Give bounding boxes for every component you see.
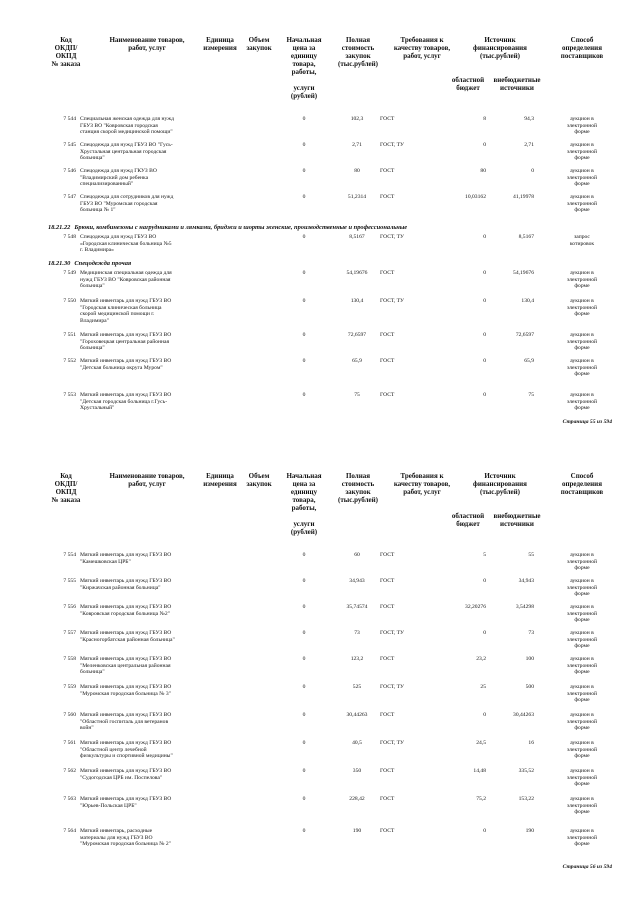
order-number: 7 544 (63, 116, 76, 122)
procurement-method: аукцион в электронной форме (566, 358, 598, 378)
extrabudget-sources: 2,71 (524, 142, 534, 148)
start-price: 0 (302, 796, 306, 802)
extrabudget-sources: 500 (525, 684, 534, 690)
item-name: Мягкий инвентарь для нужд ГБУЗ ВО "Гороховецкая центральная районная больница" (80, 332, 172, 352)
regional-budget: 8 (483, 116, 486, 122)
quality-requirement: ГОСТ (380, 712, 395, 718)
start-price: 0 (302, 740, 306, 746)
total-cost: 80 (354, 168, 360, 174)
start-price: 0 (302, 656, 306, 662)
quality-requirement: ГОСТ (380, 796, 395, 802)
item-name: Мягкий инвентарь для нужд ГБУЗ ВО "Городская клиническая больница скорой медицинской помощи г. Владимира" (80, 298, 172, 324)
section-code: 18.21.22 (48, 224, 71, 231)
start-price: 0 (302, 552, 306, 558)
procurement-method: аукцион в электронной форме (566, 142, 598, 162)
procurement-method: аукцион в электронной форме (566, 168, 598, 188)
page-footer: Страница 55 из 594 (562, 419, 612, 425)
extrabudget-sources: 100 (525, 656, 534, 662)
procurement-method: аукцион в электронной форме (566, 740, 598, 760)
start-price: 0 (302, 194, 306, 200)
extrabudget-sources: 34,943 (518, 578, 534, 584)
extrabudget-sources: 153,22 (518, 796, 534, 802)
regional-budget: 0 (483, 828, 486, 834)
total-cost: 65,9 (352, 358, 362, 364)
header-total-cost: Полная стоимость закупок (тыс.рублей) (337, 472, 379, 504)
total-cost: 72,6597 (347, 332, 367, 338)
regional-budget: 0 (483, 630, 486, 636)
total-cost: 40,5 (352, 740, 362, 746)
regional-budget: 0 (483, 332, 486, 338)
procurement-method: аукцион в электронной форме (566, 392, 598, 412)
header-start-price: Начальная цена за единицу товара, работы, услуги (рублей) (286, 36, 322, 100)
quality-requirement: ГОСТ (380, 828, 395, 834)
section-heading (48, 224, 407, 231)
order-number: 7 563 (63, 796, 76, 802)
regional-budget: 80 (480, 168, 486, 174)
start-price: 0 (302, 168, 306, 174)
quality-requirement: ГОСТ, ТУ (380, 298, 404, 304)
item-name: Спецодежда для нужд ГКУЗ ВО "Владимирский дом ребенка специализированный" (80, 168, 157, 188)
procurement-method: аукцион в электронной форме (566, 828, 598, 848)
start-price: 0 (302, 578, 306, 584)
extrabudget-sources: 55 (528, 552, 534, 558)
procurement-method: аукцион в электронной форме (566, 604, 598, 624)
extrabudget-sources: 3,54298 (515, 604, 534, 610)
total-cost: 30,44263 (346, 712, 368, 718)
procurement-method: аукцион в электронной форме (566, 796, 598, 816)
total-cost: 102,3 (350, 116, 364, 122)
quality-requirement: ГОСТ, ТУ (380, 142, 404, 148)
quality-requirement: ГОСТ, ТУ (380, 740, 404, 746)
regional-budget: 75,2 (476, 796, 486, 802)
total-cost: 54,19676 (346, 270, 368, 276)
order-number: 7 551 (63, 332, 76, 338)
header-total-cost: Полная стоимость закупок (тыс.рублей) (337, 36, 379, 68)
start-price: 0 (302, 116, 306, 122)
extrabudget-sources: 8,5167 (518, 234, 534, 240)
quality-requirement: ГОСТ (380, 392, 395, 398)
header-quality: Требования к качеству товаров, работ, услуг (393, 36, 451, 60)
extrabudget-sources: 335,52 (518, 768, 534, 774)
start-price: 0 (302, 392, 306, 398)
total-cost: 35,74574 (346, 604, 368, 610)
quality-requirement: ГОСТ, ТУ (380, 630, 404, 636)
header-volume: Объем закупок (246, 472, 272, 488)
header-extrabudget: внебюджетные источники (493, 76, 541, 92)
header-source: Источник финансирования (тыс.рублей) (473, 36, 527, 60)
total-cost: 8,5167 (349, 234, 365, 240)
procurement-method: аукцион в электронной форме (566, 270, 598, 290)
regional-budget: 25 (480, 684, 486, 690)
item-name: Спецодежда для сотрудников для нужд ГБУЗ ВО "Муромская городская больница № 1" (80, 194, 174, 214)
regional-budget: 5 (483, 552, 486, 558)
order-number: 7 560 (63, 712, 76, 718)
procurement-method: аукцион в электронной форме (566, 552, 598, 572)
total-cost: 34,943 (349, 578, 365, 584)
start-price: 0 (302, 604, 306, 610)
section-heading (48, 260, 131, 267)
item-name: Мягкий инвентарь, расходные материалы для нужд ГБУЗ ВО "Муромская городская больница № 2" (80, 828, 171, 848)
regional-budget: 0 (483, 142, 486, 148)
section-title: Спецодежда прочая (74, 260, 132, 267)
item-name: Спецодежда для нужд ГБУЗ ВО «Городская клиническая больница №5 г. Владимира» (80, 234, 172, 254)
header-unit: Единица измерения (203, 36, 237, 52)
item-name: Мягкий инвентарь для нужд ГБУЗ ВО "Областной госпиталь для ветеранов войн" (80, 712, 172, 732)
document-page-55 (0, 36, 640, 436)
start-price: 0 (302, 358, 306, 364)
extrabudget-sources: 73 (528, 630, 534, 636)
item-name: Мягкий инвентарь для нужд ГБУЗ ВО "Красногорбатская районная больница" (80, 630, 175, 643)
total-cost: 130,4 (350, 298, 364, 304)
quality-requirement: ГОСТ (380, 270, 395, 276)
procurement-method: аукцион в электронной форме (566, 684, 598, 704)
extrabudget-sources: 65,9 (524, 358, 534, 364)
total-cost: 123,2 (350, 656, 364, 662)
total-cost: 51,2314 (347, 194, 367, 200)
regional-budget: 24,5 (476, 740, 486, 746)
quality-requirement: ГОСТ (380, 332, 395, 338)
header-extrabudget: внебюджетные источники (493, 512, 541, 528)
header-method: Способ определения поставщиков (560, 472, 604, 496)
total-cost: 73 (354, 630, 360, 636)
procurement-method: аукцион в электронной форме (566, 656, 598, 676)
total-cost: 190 (352, 828, 362, 834)
order-number: 7 553 (63, 392, 76, 398)
item-name: Мягкий инвентарь для нужд ГБУЗ ВО "Детская больница округа Муром" (80, 358, 172, 371)
header-method: Способ определения поставщиков (560, 36, 604, 60)
item-name: Мягкий инвентарь для нужд ГБУЗ ВО "Детская городская больница г.Гусь- Хрустальный" (80, 392, 172, 412)
total-cost: 2,71 (352, 142, 362, 148)
extrabudget-sources: 190 (525, 828, 534, 834)
header-regional: областной бюджет (451, 512, 485, 528)
total-cost: 525 (352, 684, 362, 690)
item-name: Мягкий инвентарь для нужд ГБУЗ ВО "Киржачская районная больница" (80, 578, 172, 591)
quality-requirement: ГОСТ (380, 768, 395, 774)
regional-budget: 0 (483, 392, 486, 398)
quality-requirement: ГОСТ (380, 604, 395, 610)
quality-requirement: ГОСТ (380, 116, 395, 122)
order-number: 7 549 (63, 270, 76, 276)
order-number: 7 545 (63, 142, 76, 148)
item-name: Мягкий инвентарь для нужд ГБУЗ ВО "Муромская городская больница № 3" (80, 684, 172, 697)
start-price: 0 (302, 270, 306, 276)
start-price: 0 (302, 630, 306, 636)
item-name: Мягкий инвентарь для нужд ГБУЗ ВО "Юрьев-Польская ЦРБ" (80, 796, 172, 809)
regional-budget: 10,03162 (465, 194, 486, 200)
procurement-method: аукцион в электронной форме (566, 630, 598, 650)
extrabudget-sources: 72,6597 (515, 332, 534, 338)
order-number: 7 554 (63, 552, 76, 558)
extrabudget-sources: 75 (528, 392, 534, 398)
quality-requirement: ГОСТ (380, 552, 395, 558)
quality-requirement: ГОСТ (380, 168, 395, 174)
quality-requirement: ГОСТ (380, 578, 395, 584)
total-cost: 75 (354, 392, 360, 398)
start-price: 0 (302, 684, 306, 690)
extrabudget-sources: 130,4 (521, 298, 534, 304)
quality-requirement: ГОСТ, ТУ (380, 234, 404, 240)
start-price: 0 (302, 828, 306, 834)
header-unit: Единица измерения (203, 472, 237, 488)
section-title: Брюки, комбинезоны с нагрудниками и лямками, бриджи и шорты женские, производственные и профессиональные (74, 224, 408, 231)
start-price: 0 (302, 298, 306, 304)
header-code: Код ОКДП/ ОКПД № заказа (51, 472, 81, 504)
header-name: Наименование товаров, работ, услуг (109, 36, 185, 52)
regional-budget: 32,20276 (465, 604, 486, 610)
procurement-method: аукцион в электронной форме (566, 578, 598, 598)
quality-requirement: ГОСТ, ТУ (380, 684, 404, 690)
order-number: 7 561 (63, 740, 76, 746)
order-number: 7 556 (63, 604, 76, 610)
item-name: Специальная женская одежда для нужд ГБУЗ ВО "Ковровская городская станция скорой медицинской помощи" (80, 116, 174, 136)
start-price: 0 (302, 712, 306, 718)
order-number: 7 558 (63, 656, 76, 662)
header-name: Наименование товаров, работ, услуг (109, 472, 185, 488)
order-number: 7 547 (63, 194, 76, 200)
procurement-method: аукцион в электронной форме (566, 116, 598, 136)
quality-requirement: ГОСТ (380, 194, 395, 200)
regional-budget: 0 (483, 712, 486, 718)
procurement-method: аукцион в электронной форме (566, 298, 598, 318)
extrabudget-sources: 41,19978 (513, 194, 534, 200)
regional-budget: 23,2 (476, 656, 486, 662)
order-number: 7 564 (63, 828, 76, 834)
start-price: 0 (302, 768, 306, 774)
extrabudget-sources: 0 (531, 168, 534, 174)
regional-budget: 0 (483, 298, 486, 304)
order-number: 7 548 (63, 234, 76, 240)
total-cost: 60 (354, 552, 360, 558)
procurement-method: запрос котировок (569, 234, 595, 247)
start-price: 0 (302, 142, 306, 148)
procurement-method: аукцион в электронной форме (566, 332, 598, 352)
quality-requirement: ГОСТ (380, 656, 395, 662)
extrabudget-sources: 30,44263 (513, 712, 534, 718)
total-cost: 350 (352, 768, 362, 774)
document-page-56 (0, 472, 640, 902)
header-code: Код ОКДП/ ОКПД № заказа (51, 36, 81, 68)
regional-budget: 14,48 (473, 768, 486, 774)
item-name: Медицинская специальная одежда для нужд ГБУЗ ВО "Ковровская районная больница" (80, 270, 172, 290)
page-footer: Страница 56 из 594 (562, 864, 612, 870)
start-price: 0 (302, 234, 306, 240)
procurement-method: аукцион в электронной форме (566, 768, 598, 788)
quality-requirement: ГОСТ (380, 358, 395, 364)
order-number: 7 559 (63, 684, 76, 690)
procurement-method: аукцион в электронной форме (566, 194, 598, 214)
item-name: Мягкий инвентарь для нужд ГБУЗ ВО "Меленковская центральная районная больница" (80, 656, 172, 676)
regional-budget: 0 (483, 578, 486, 584)
item-name: Мягкий инвентарь для нужд ГБУЗ ВО "Ковровская городская больница №2" (80, 604, 172, 617)
order-number: 7 555 (63, 578, 76, 584)
item-name: Спецодежда для нужд ГБУЗ ВО "Гусь- Хрустальная центральная городская больница" (80, 142, 173, 162)
item-name: Мягкий инвентарь для нужд ГБУЗ ВО "Областной центр лечебной физкультуры и спортивной медицины" (80, 740, 173, 760)
header-regional: областной бюджет (451, 76, 485, 92)
regional-budget: 0 (483, 234, 486, 240)
header-source: Источник финансирования (тыс.рублей) (473, 472, 527, 496)
section-code: 18.21.30 (48, 260, 71, 267)
extrabudget-sources: 16 (528, 740, 534, 746)
extrabudget-sources: 54,19676 (513, 270, 534, 276)
order-number: 7 562 (63, 768, 76, 774)
regional-budget: 0 (483, 358, 486, 364)
order-number: 7 552 (63, 358, 76, 364)
header-start-price: Начальная цена за единицу товара, работы, услуги (рублей) (286, 472, 322, 536)
header-quality: Требования к качеству товаров, работ, услуг (393, 472, 451, 496)
regional-budget: 0 (483, 270, 486, 276)
header-volume: Объем закупок (246, 36, 272, 52)
order-number: 7 546 (63, 168, 76, 174)
start-price: 0 (302, 332, 306, 338)
order-number: 7 557 (63, 630, 76, 636)
total-cost: 228,42 (349, 796, 365, 802)
order-number: 7 550 (63, 298, 76, 304)
item-name: Мягкий инвентарь для нужд ГБУЗ ВО "Камешковская ЦРБ" (80, 552, 172, 565)
procurement-method: аукцион в электронной форме (566, 712, 598, 732)
extrabudget-sources: 94,3 (524, 116, 534, 122)
item-name: Мягкий инвентарь для нужд ГБУЗ ВО "Судогодская ЦРБ им. Поспелова" (80, 768, 172, 781)
